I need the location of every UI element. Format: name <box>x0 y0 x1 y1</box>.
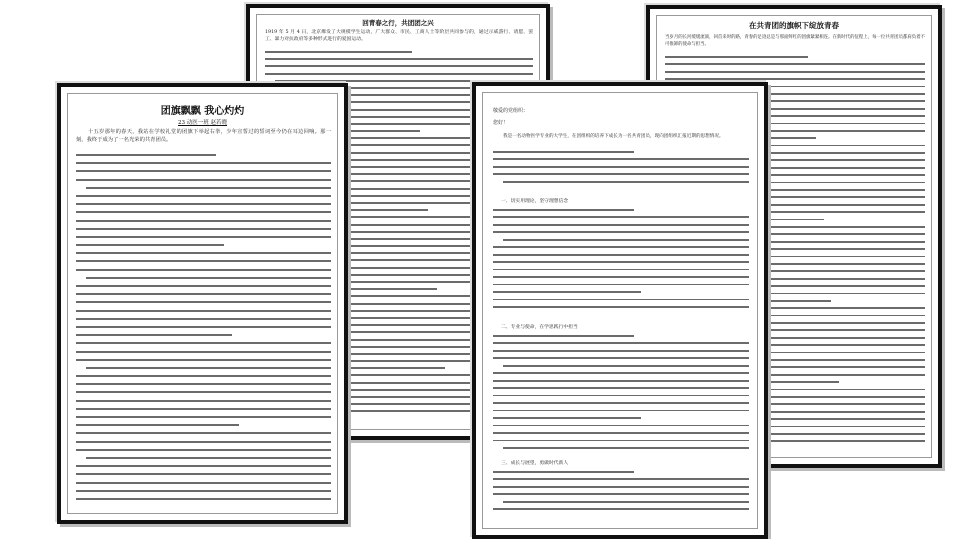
document-lead-paragraph: 我是一名动物医学专业的大学生，在团组织的培养下成长为一名共青团员，现向团组织汇报近期的思想情况。 <box>503 134 724 139</box>
document-page-3 <box>472 82 768 539</box>
text-line <box>665 78 925 80</box>
text-line <box>76 490 331 492</box>
text-line <box>76 416 331 418</box>
text-line <box>493 425 749 427</box>
text-line <box>493 276 749 278</box>
text-line <box>86 277 331 279</box>
text-line <box>665 71 925 73</box>
section-heading-1: 一、切实用理论，坚守理想信念 <box>501 199 569 204</box>
text-line <box>86 367 331 369</box>
text-line <box>76 293 331 295</box>
text-line <box>265 65 533 67</box>
text-line <box>76 252 331 254</box>
document-page-1-border <box>67 93 338 514</box>
text-line <box>493 380 749 382</box>
text-line <box>76 465 331 467</box>
text-line <box>503 181 749 183</box>
letter-greeting: 敬爱的党组织： <box>493 108 529 114</box>
text-line <box>493 471 634 473</box>
text-line <box>86 187 331 189</box>
text-line <box>76 310 331 312</box>
text-line <box>265 58 533 60</box>
text-line <box>493 231 749 233</box>
text-line <box>493 254 749 256</box>
text-line <box>76 449 331 451</box>
document-page-1 <box>57 83 348 524</box>
document-body-text <box>493 209 749 321</box>
text-line <box>76 482 331 484</box>
text-line <box>493 342 749 344</box>
text-line <box>76 391 331 393</box>
text-line <box>493 508 749 510</box>
text-line <box>503 365 749 367</box>
text-line <box>503 239 749 241</box>
text-line <box>493 261 749 263</box>
text-line <box>76 400 331 402</box>
document-body-text <box>493 151 749 195</box>
text-line <box>493 306 749 308</box>
document-lead-paragraph: 当岁月的长河缓缓流淌，回首来时的路，青春的足迹总是与那面鲜红的团旗紧紧相连。在新时代的征程上，每一位共青团员都肩负着不可推卸的使命与担当。 <box>665 35 925 47</box>
text-line <box>493 432 749 434</box>
text-line <box>493 269 749 271</box>
text-line <box>76 211 331 213</box>
section-heading-2: 二、专业与使命，在学思践行中担当 <box>501 325 578 330</box>
text-line <box>76 244 224 246</box>
text-line <box>493 372 749 374</box>
text-line <box>76 351 331 353</box>
text-line <box>76 236 331 238</box>
document-page-3-border <box>482 92 758 529</box>
text-line <box>503 501 749 503</box>
text-line <box>493 493 749 495</box>
document-lead-paragraph: 十五岁那年的春天，我站在学校礼堂的团旗下举起右拳，少年宣誓过的誓词至今仍在耳边回响。那一刻，我终于成为了一名光荣的共青团员。 <box>76 129 331 143</box>
text-line <box>76 260 331 262</box>
text-line <box>493 224 749 226</box>
text-line <box>493 151 634 153</box>
text-line <box>493 410 749 412</box>
document-lead-paragraph: 1919 年 5 月 4 日，北京爆发了大规模学生运动，广大群众、市民、工商人士等阶层共同参与的，通过示威游行、请愿、罢工、暴力对抗政府等多种形式进行的爱国运动。 <box>265 30 533 42</box>
text-line <box>493 335 634 337</box>
text-line <box>493 173 749 175</box>
text-line <box>493 486 749 488</box>
text-line <box>493 246 749 248</box>
text-line <box>493 216 749 218</box>
text-line <box>493 417 641 419</box>
text-line <box>493 158 749 160</box>
document-body-text <box>493 471 749 522</box>
document-title: 团旗飘飘 我心灼灼 <box>160 106 245 117</box>
text-line <box>76 334 232 336</box>
text-line <box>493 350 749 352</box>
text-line <box>76 441 331 443</box>
text-line <box>76 154 216 156</box>
text-line <box>76 269 331 271</box>
text-line <box>493 478 749 480</box>
document-title: 在共青团的旗帜下绽放青春 <box>749 21 839 30</box>
text-line <box>76 301 331 303</box>
text-line <box>76 326 331 328</box>
text-line <box>493 291 641 293</box>
text-line <box>665 56 808 58</box>
text-line <box>665 63 925 65</box>
document-body-text <box>493 335 749 455</box>
text-line <box>76 498 331 500</box>
text-line <box>493 402 749 404</box>
text-line <box>493 357 749 359</box>
text-line <box>86 457 331 459</box>
text-line <box>76 342 331 344</box>
text-line <box>76 383 331 385</box>
text-line <box>76 162 331 164</box>
document-title: 回青春之行，共团团之兴 <box>362 19 434 27</box>
text-line <box>265 73 533 75</box>
text-line <box>493 284 749 286</box>
document-body-text <box>76 154 331 507</box>
text-line <box>76 359 331 361</box>
text-line <box>493 209 634 211</box>
text-line <box>493 166 749 168</box>
text-line <box>76 375 331 377</box>
text-line <box>76 424 239 426</box>
letter-salutation: 您好！ <box>493 120 509 126</box>
text-line <box>493 440 749 442</box>
text-line <box>76 473 331 475</box>
text-line <box>503 447 749 449</box>
text-line <box>265 51 412 53</box>
document-author: 23 动医一班 赵若晓 <box>178 120 227 126</box>
text-line <box>76 285 331 287</box>
text-line <box>76 432 331 434</box>
text-line <box>493 387 749 389</box>
text-line <box>493 395 749 397</box>
text-line <box>76 195 331 197</box>
text-line <box>76 408 331 410</box>
text-line <box>76 220 331 222</box>
section-heading-3: 三、成长与展望，勇做时代新人 <box>501 461 569 466</box>
text-line <box>76 170 331 172</box>
text-line <box>493 299 749 301</box>
text-line <box>76 203 331 205</box>
text-line <box>76 318 331 320</box>
text-line <box>76 228 331 230</box>
text-line <box>76 179 331 181</box>
